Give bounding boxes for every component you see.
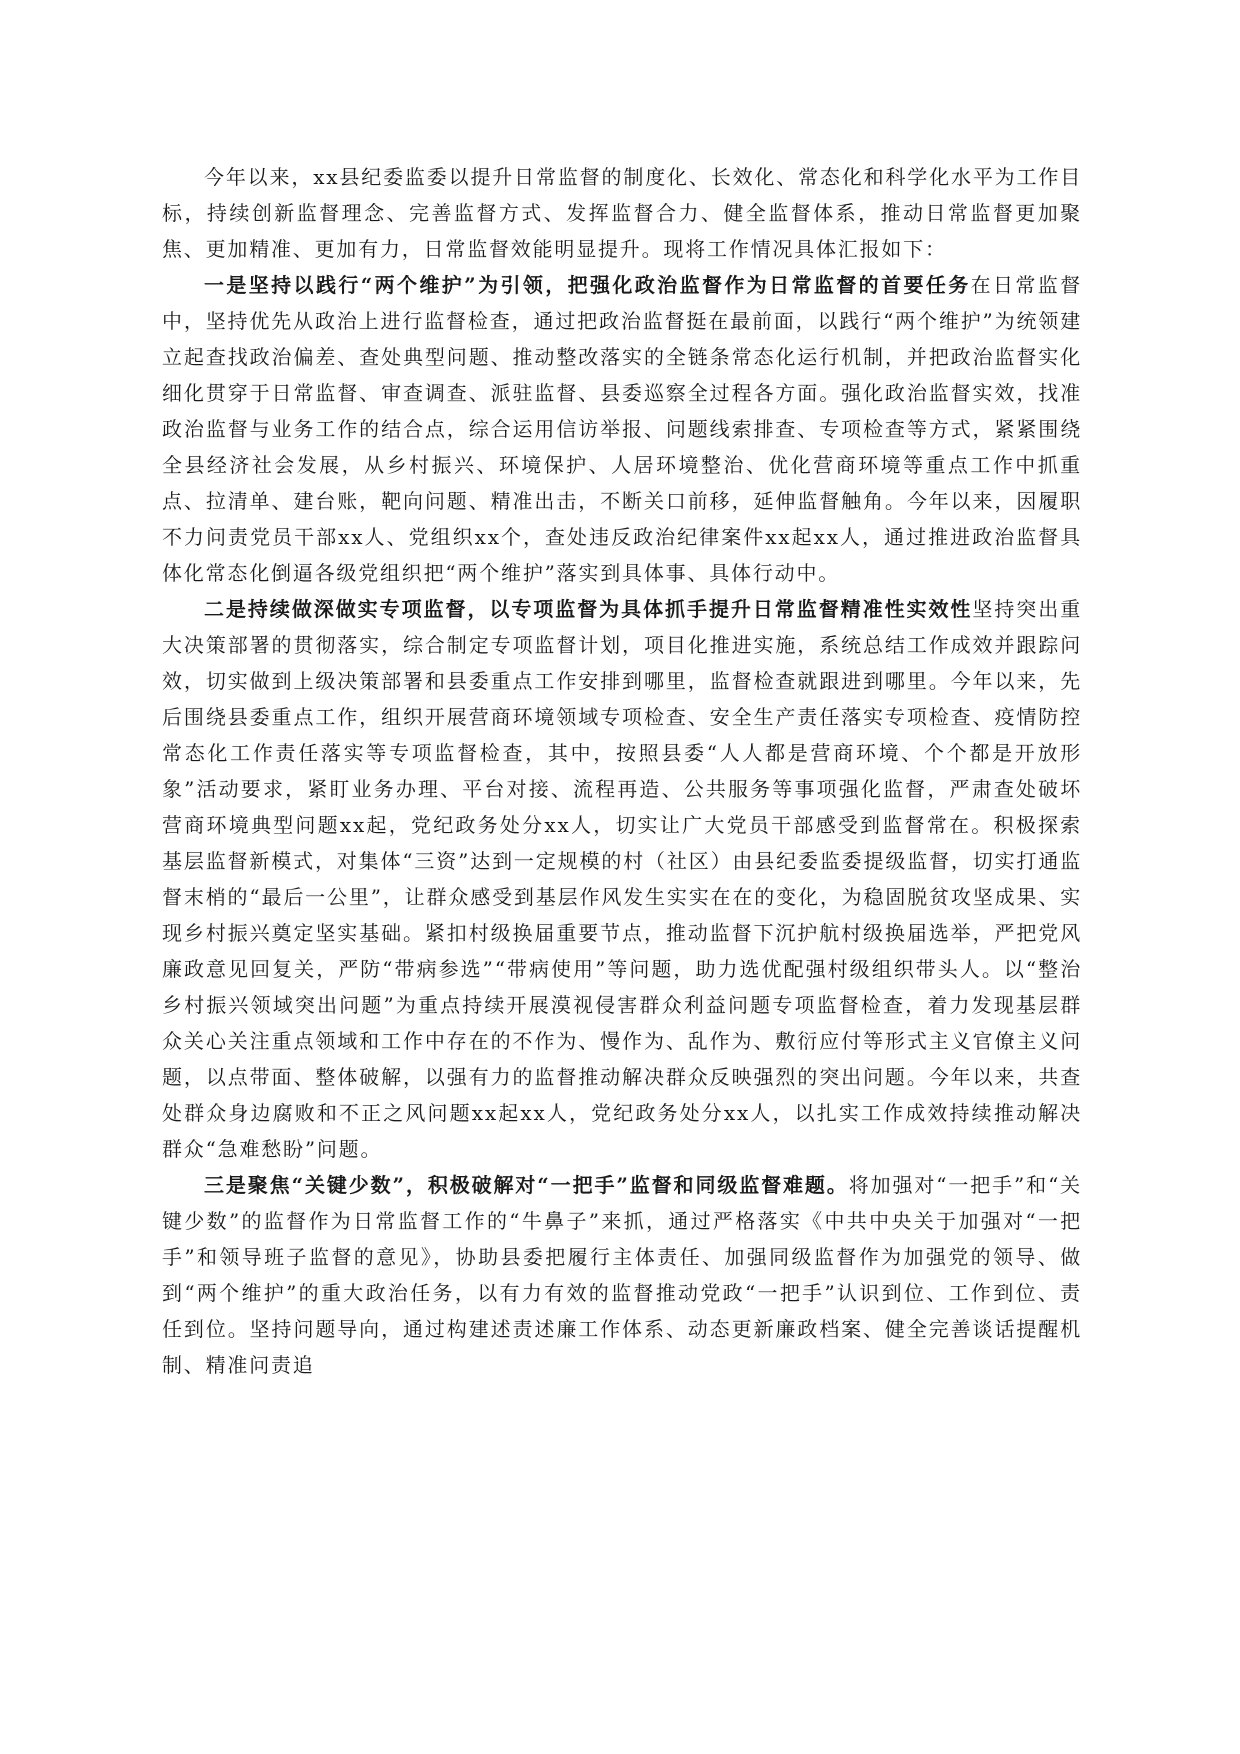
section-1-body: 在日常监督中，坚持优先从政治上进行监督检查，通过把政治监督挺在最前面，以践行“两个维护”为统领建立起查找政治偏差、查处典型问题、推动整改落实的全链条常态化运行机制，并把政治监督实化细化贯穿于日常监督、审查调查、派驻监督、县委巡察全过程各方面。强化政治监督实效，找准政治监督与业务工作的结合点，综合运用信访举报、问题线索排查、专项检查等方式，紧紧围绕全县经济社会发展，从乡村振兴、环境保护、人居环境整治、优化营商环境等重点工作中抓重点、拉清单、建台账，靶向问题、精准出击，不断关口前移，延伸监督触角。今年以来，因履职不力问责党员干部xx人、党组织xx个，查处违反政治纪律案件xx起xx人，通过推进政治监督具体化常态化倒逼各级党组织把“两个维护”落实到具体事、具体行动中。	[162, 273, 1082, 585]
section-2-paragraph	[162, 591, 1082, 1167]
section-1-paragraph	[162, 267, 1082, 591]
section-3-paragraph	[162, 1167, 1082, 1383]
document-body	[162, 159, 1082, 1383]
section-3-heading: 三是聚焦“关键少数”，积极破解对“一把手”监督和同级监督难题。	[204, 1173, 849, 1197]
intro-paragraph	[162, 159, 1082, 267]
section-1-heading: 一是坚持以践行“两个维护”为引领，把强化政治监督作为日常监督的首要任务	[204, 273, 971, 297]
section-2-heading: 二是持续做深做实专项监督，以专项监督为具体抓手提升日常监督精准性实效性	[204, 597, 973, 621]
section-3-body: 将加强对“一把手”和“关键少数”的监督作为日常监督工作的“牛鼻子”来抓，通过严格落实《中共中央关于加强对“一把手”和领导班子监督的意见》，协助县委把履行主体责任、加强同级监督作为加强党的领导、做到“两个维护”的重大政治任务，以有力有效的监督推动党政“一把手”认识到位、工作到位、责任到位。坚持问题导向，通过构建述责述廉工作体系、动态更新廉政档案、健全完善谈话提醒机制、精准问责追	[162, 1173, 1082, 1377]
section-2-body: 坚持突出重大决策部署的贯彻落实，综合制定专项监督计划，项目化推进实施，系统总结工作成效并跟踪问效，切实做到上级决策部署和县委重点工作安排到哪里，监督检查就跟进到哪里。今年以来，先后围绕县委重点工作，组织开展营商环境领域专项检查、安全生产责任落实专项检查、疫情防控常态化工作责任落实等专项监督检查，其中，按照县委“人人都是营商环境、个个都是开放形象”活动要求，紧盯业务办理、平台对接、流程再造、公共服务等事项强化监督，严肃查处破坏营商环境典型问题xx起，党纪政务处分xx人，切实让广大党员干部感受到监督常在。积极探索基层监督新模式，对集体“三资”达到一定规模的村（社区）由县纪委监委提级监督，切实打通监督末梢的“最后一公里”，让群众感受到基层作风发生实实在在的变化，为稳固脱贫攻坚成果、实现乡村振兴奠定坚实基础。紧扣村级换届重要节点，推动监督下沉护航村级换届选举，严把党风廉政意见回复关，严防“带病参选”“带病使用”等问题，助力选优配强村级组织带头人。以“整治乡村振兴领域突出问题”为重点持续开展漠视侵害群众利益问题专项监督检查，着力发现基层群众关心关注重点领域和工作中存在的不作为、慢作为、乱作为、敷衍应付等形式主义官僚主义问题，以点带面、整体破解，以强有力的监督推动解决群众反映强烈的突出问题。今年以来，共查处群众身边腐败和不正之风问题xx起xx人，党纪政务处分xx人，以扎实工作成效持续推动解决群众“急难愁盼”问题。	[162, 597, 1083, 1161]
intro-text: 今年以来，xx县纪委监委以提升日常监督的制度化、长效化、常态化和科学化水平为工作目标，持续创新监督理念、完善监督方式、发挥监督合力、健全监督体系，推动日常监督更加聚焦、更加精准、更加有力，日常监督效能明显提升。现将工作情况具体汇报如下：	[162, 165, 1082, 261]
